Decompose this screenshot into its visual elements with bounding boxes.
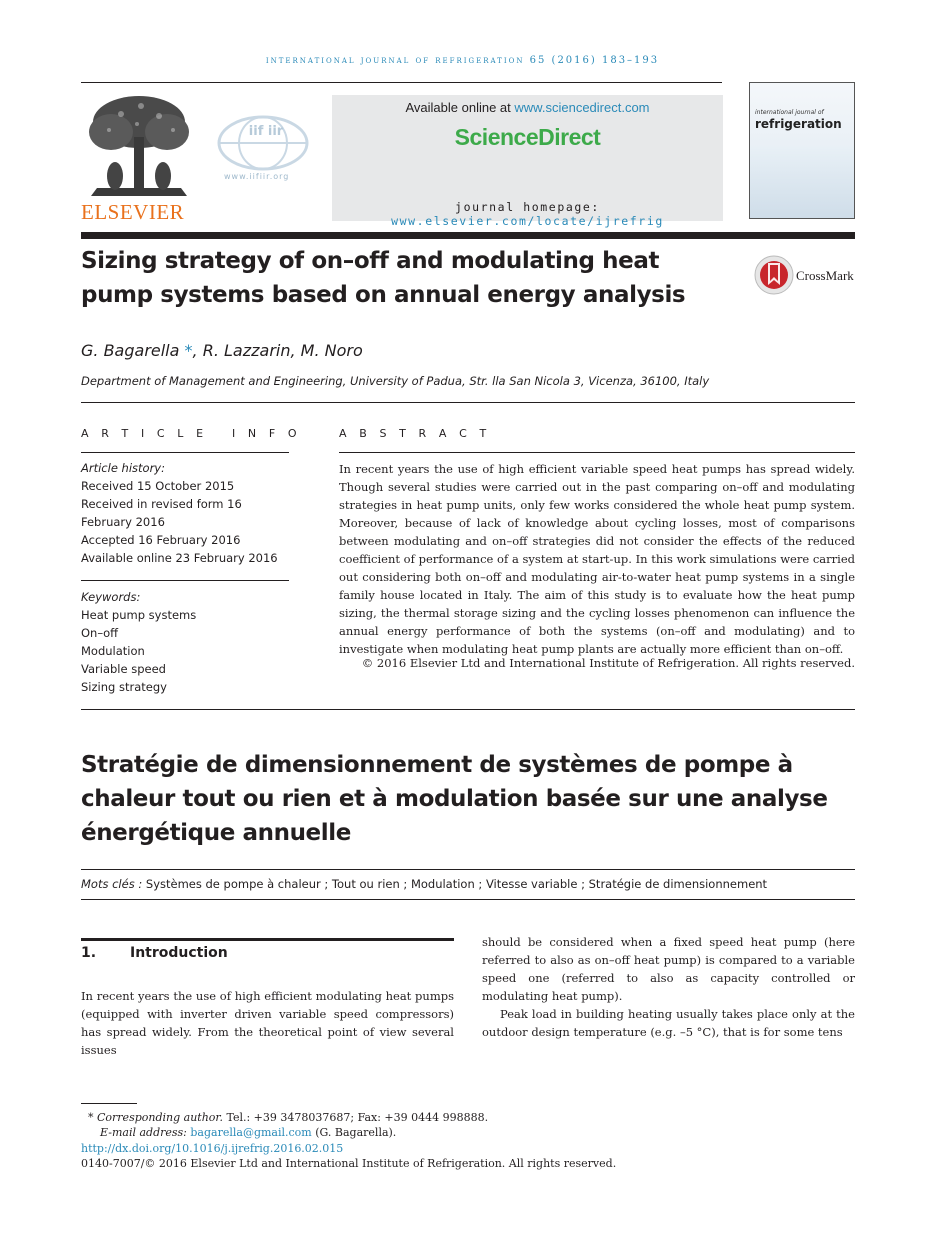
mots-cles: [81, 877, 861, 891]
mots-cles-label: Mots clés :: [81, 877, 143, 891]
journal-homepage: [332, 200, 723, 228]
crossmark-label[interactable]: CrossMark: [796, 268, 854, 283]
history-item: Accepted 16 February 2016: [81, 533, 241, 547]
iif-logo-text: iif iir: [248, 124, 284, 139]
issn-copyright-line: 0140-7007/© 2016 Elsevier Ltd and International Institute of Refrigeration. All rights reserved.: [81, 1157, 617, 1170]
intro-paragraph-right-1: should be considered when a fixed speed heat pump (here referred to also as on–off heat pump) is compared to a variable speed one (referred to also as capacity controlled or modulating heat pump).: [482, 935, 855, 1003]
email-footnote: [100, 1126, 396, 1139]
abstract-bottom-rule: [81, 709, 855, 710]
keyword-item: Heat pump systems: [81, 608, 197, 622]
available-online: [332, 100, 723, 115]
cover-journal-title: refrigeration: [755, 117, 842, 131]
crossmark-icon[interactable]: [754, 255, 794, 295]
email-owner: (G. Bagarella).: [315, 1126, 397, 1139]
cover-journal-small: international journal of: [755, 109, 824, 116]
abstract-text: In recent years the use of high efficient variable speed heat pumps has spread widely. Though several studies were carried out in the past comparing on–off and modulating strategies in heat pump units, only few works considered the whole heat pump system. Moreover, because of lack of knowledge about cycling losses, most of comparisons between modulating and on–off strategies did not consider the effects of the reduced coefficient of performance of a system at start-up. In this work simulations were carried out considering both on–off and modulating air-to-water heat pump systems in a single family house located in Italy. The aim of this study is to evaluate how the heat pump sizing, the thermal storage sizing and the cycling losses phenomenon can influence the annual energy performance of both the systems (on–off and modulating) and to investigate when modulating heat pump plants are actually more efficient than on–off.: [339, 462, 855, 656]
homepage-prefix: journal homepage:: [455, 200, 600, 214]
iif-url: www.iifiir.org: [224, 172, 290, 181]
sciencedirect-logo: ScienceDirect: [454, 124, 601, 150]
first-author: G. Bagarella: [81, 341, 180, 360]
history-item: February 2016: [81, 515, 165, 529]
section-heading-introduction: [81, 945, 228, 961]
history-item: Received in revised form 16: [81, 497, 242, 511]
footnote-star: *: [88, 1111, 94, 1124]
sciencedirect-link[interactable]: www.sciencedirect.com: [514, 100, 650, 115]
journal-homepage-link[interactable]: www.elsevier.com/locate/ijrefrig: [391, 214, 664, 228]
keyword-item: Sizing strategy: [81, 680, 167, 694]
journal-cover-thumbnail: [749, 82, 855, 219]
corresponding-author-footnote: [88, 1111, 488, 1124]
corresponding-author-marker[interactable]: *: [184, 341, 193, 360]
email-link[interactable]: bagarella@gmail.com: [190, 1126, 312, 1139]
article-title: Sizing strategy of on–off and modulating heat pump systems based on annual energy analysis: [81, 248, 686, 308]
abstract-rule: [339, 452, 855, 453]
article-info-rule: [81, 452, 289, 453]
history-item: Available online 23 February 2016: [81, 551, 278, 565]
other-authors: , R. Lazzarin, M. Noro: [192, 341, 363, 360]
publisher-name: ELSEVIER: [81, 200, 185, 224]
article-info-heading: A R T I C L E I N F O: [81, 427, 302, 440]
running-head: international journal of refrigeration 65 (2016) 183–193: [265, 55, 660, 66]
intro-paragraph-right-2: Peak load in building heating usually takes place only at the outdoor design temperature (e.g. –5 °C), that is for some tens: [482, 1007, 855, 1039]
header-bottom-rule: [81, 232, 855, 239]
mots-cles-bottom-rule: [81, 899, 855, 900]
section-title: Introduction: [130, 945, 228, 961]
keyword-item: Modulation: [81, 644, 145, 658]
history-item: Received 15 October 2015: [81, 479, 235, 493]
article-history-label: Article history:: [81, 461, 165, 475]
section-number: 1.: [81, 945, 97, 961]
french-title: Stratégie de dimensionnement de systèmes de pompe à chaleur tout ou rien et à modulation basée sur une analyse énergétique annuelle: [81, 752, 828, 846]
affiliation: Department of Management and Engineering, University of Padua, Str. lla San Nicola 3, Vicenza, 36100, Italy: [81, 374, 710, 388]
corresponding-label: Corresponding author.: [97, 1111, 223, 1124]
corresponding-contact: Tel.: +39 3478037687; Fax: +39 0444 998888.: [226, 1111, 489, 1124]
author-list: [81, 341, 363, 360]
cover-image-block: [750, 147, 854, 218]
intro-heading-rule: [81, 938, 454, 941]
email-label: E-mail address:: [100, 1126, 187, 1139]
available-online-prefix: Available online at: [405, 100, 511, 115]
abstract-heading: A B S T R A C T: [339, 427, 491, 440]
mots-cles-top-rule: [81, 869, 855, 870]
abstract-copyright: © 2016 Elsevier Ltd and International Institute of Refrigeration. All rights reserved.: [361, 656, 855, 670]
footnote-rule: [81, 1103, 137, 1104]
doi-link[interactable]: http://dx.doi.org/10.1016/j.ijrefrig.2016.02.015: [81, 1142, 344, 1155]
keyword-item: Variable speed: [81, 662, 166, 676]
keyword-item: On–off: [81, 626, 119, 640]
keywords-rule: [81, 580, 289, 581]
intro-paragraph-left: In recent years the use of high efficient modulating heat pumps (equipped with inverter driven variable speed compressors) has spread widely. From the theoretical point of view several issues: [81, 989, 454, 1057]
elsevier-tree-logo-icon: [81, 92, 197, 200]
header-top-rule: [81, 82, 722, 83]
keywords-label: Keywords:: [81, 590, 141, 604]
mots-cles-list: Systèmes de pompe à chaleur ; Tout ou rien ; Modulation ; Vitesse variable ; Stratégie de dimensionnement: [145, 877, 768, 891]
affiliation-rule: [81, 402, 855, 403]
iif-globe-logo-icon: [215, 114, 311, 172]
